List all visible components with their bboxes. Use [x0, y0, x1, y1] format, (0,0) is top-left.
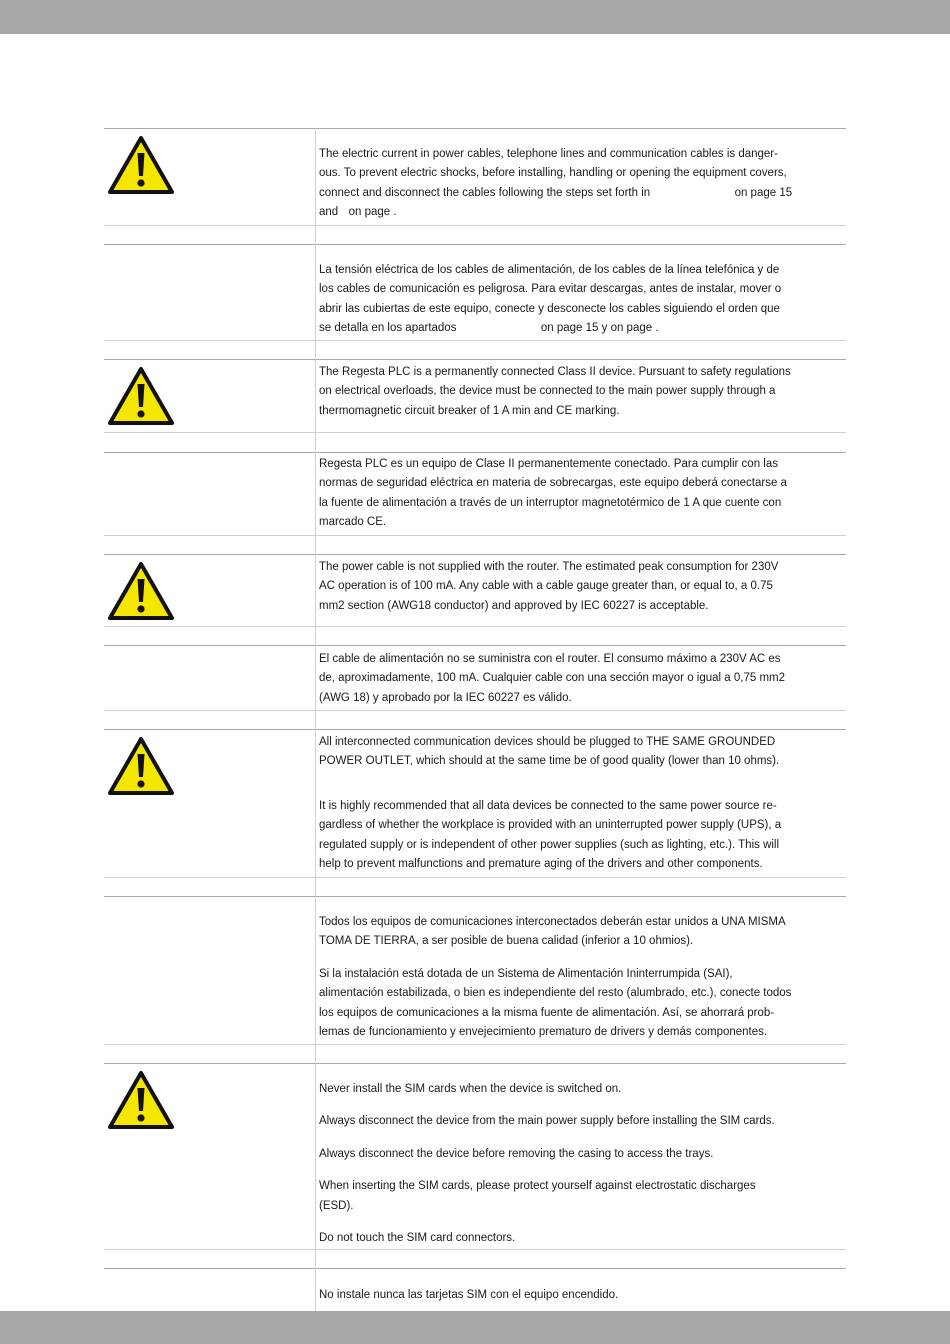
- text-line: (AWG 18) y aprobado por la IEC 60227 es válido.: [319, 691, 572, 704]
- warning-text-power-cable-en: [319, 558, 845, 616]
- table-rule: [104, 896, 846, 897]
- text-line: The power cable is not supplied with the router. The estimated peak consumption for 230V: [319, 561, 779, 573]
- text-line: thermomagnetic circuit breaker of 1 A min and CE marking.: [319, 404, 620, 417]
- text-line: abrir las cubiertas de este equipo, conecte y desconecte los cables siguiendo el orden que: [319, 302, 780, 315]
- table-rule: [104, 359, 846, 360]
- text-line: No instale nunca las tarjetas SIM con el equipo encendido.: [319, 1289, 619, 1301]
- text-line: [319, 319, 845, 338]
- text-line: Regesta PLC es un equipo de Clase II permanentemente conectado. Para cumplir con las: [319, 458, 778, 470]
- text-line: [319, 184, 845, 203]
- warning-text-grounding-en: [319, 733, 845, 874]
- warning-triangle-icon: [107, 1070, 175, 1130]
- warning-text-grounding-es: [319, 913, 845, 1042]
- warning-triangle-icon: [107, 135, 175, 195]
- table-rule: [104, 1044, 846, 1045]
- table-rule: [104, 244, 846, 245]
- text-span: .: [393, 206, 397, 219]
- page-footer-bar: [0, 1311, 950, 1344]
- text-span: .: [655, 322, 659, 335]
- text-line: El cable de alimentación no se suministra con el router. El consumo máximo a 230V AC es: [319, 653, 781, 665]
- page-reference: on page 15 y on page: [540, 322, 653, 335]
- text-line: ous. To prevent electric shocks, before installing, handling or opening the equipment covers,: [319, 167, 787, 180]
- text-line: marcado CE.: [319, 516, 387, 529]
- text-line: on electrical overloads, the device must be connected to the main power supply through a: [319, 385, 776, 398]
- table-rule: [104, 225, 846, 226]
- warning-text-sim-cards-en: [319, 1080, 845, 1248]
- text-line: Si la instalación está dotada de un Sistema de Alimentación Ininterrumpida (SAI),: [319, 967, 733, 980]
- table-rule: [104, 432, 846, 433]
- table-rule: [104, 535, 846, 536]
- text-span: connect and disconnect the cables following the steps set forth in: [319, 186, 651, 199]
- text-line: los equipos de comunicaciones a la misma fuente de alimentación. Así, se ahorrará prob-: [319, 1006, 775, 1019]
- table-rule: [104, 1249, 846, 1250]
- text-line: Never install the SIM cards when the device is switched on.: [319, 1083, 622, 1095]
- text-line: The Regesta PLC is a permanently connected Class II device. Pursuant to safety regulations: [319, 366, 791, 378]
- table-rule: [104, 554, 846, 555]
- table-rule: [104, 1063, 846, 1064]
- text-span: and: [319, 206, 339, 219]
- text-line: regulated supply or is independent of other power supplies (such as lighting, etc.). This will: [319, 838, 780, 851]
- text-line: lemas de funcionamiento y envejecimiento prematuro de drivers y demás componentes.: [319, 1026, 768, 1039]
- warning-text-electric-current-en: [319, 145, 845, 223]
- table-rule: [104, 340, 846, 341]
- text-line: [319, 203, 845, 222]
- page-reference: on page 15: [734, 186, 793, 199]
- text-line: All interconnected communication devices should be plugged to THE SAME GROUNDED: [319, 736, 776, 748]
- text-line: help to prevent malfunctions and premature aging of the drivers and other components.: [319, 858, 763, 871]
- text-line: mm2 section (AWG18 conductor) and approved by IEC 60227 is acceptable.: [319, 599, 709, 612]
- text-line: La tensión eléctrica de los cables de alimentación, de los cables de la línea telefónica y de: [319, 264, 780, 276]
- table-rule: [104, 452, 846, 453]
- warning-text-class-ii-es: [319, 455, 845, 533]
- text-line: normas de seguridad eléctrica en materia de sobrecargas, este equipo deberá conectarse a: [319, 477, 787, 490]
- text-line: Todos los equipos de comunicaciones interconectados deberán estar unidos a UNA MISMA: [319, 916, 786, 928]
- warning-text-sim-cards-es: [319, 1286, 845, 1305]
- warning-text-electric-current-es: [319, 261, 845, 339]
- warning-triangle-icon: [107, 561, 175, 621]
- table-rule: [104, 877, 846, 878]
- text-line: gardless of whether the workplace is provided with an uninterrupted power supply (UPS), a: [319, 819, 782, 832]
- table-rule: [104, 626, 846, 627]
- table-rule: [104, 128, 846, 129]
- table-rule: [104, 1268, 846, 1269]
- text-line: Do not touch the SIM card connectors.: [319, 1232, 516, 1245]
- text-line: POWER OUTLET, which should at the same time be of good quality (lower than 10 ohms).: [319, 755, 780, 768]
- column-divider: [315, 128, 316, 1311]
- text-line: alimentación estabilizada, o bien es independiente del resto (alumbrado, etc.), conecte todos: [319, 987, 792, 1000]
- warning-triangle-icon: [107, 736, 175, 796]
- text-line: It is highly recommended that all data devices be connected to the same power source re-: [319, 799, 777, 812]
- text-line: los cables de comunicación es peligrosa. Para evitar descargas, antes de instalar, mover o: [319, 283, 782, 296]
- page-reference: on page: [348, 206, 391, 219]
- text-line: AC operation is of 100 mA. Any cable with a cable gauge greater than, or equal to, a 0.75: [319, 580, 773, 593]
- warning-triangle-icon: [107, 366, 175, 426]
- page-header-bar: [0, 0, 950, 34]
- text-span: se detalla en los apartados: [319, 322, 457, 335]
- text-line: When inserting the SIM cards, please protect yourself against electrostatic discharges: [319, 1180, 756, 1193]
- text-line: Always disconnect the device before removing the casing to access the trays.: [319, 1147, 714, 1160]
- warning-text-class-ii-en: [319, 363, 845, 421]
- table-rule: [104, 645, 846, 646]
- table-rule: [104, 710, 846, 711]
- warning-text-power-cable-es: [319, 650, 845, 708]
- text-line: la fuente de alimentación a través de un interruptor magnetotérmico de 1 A que cuente con: [319, 496, 782, 509]
- text-line: (ESD).: [319, 1199, 354, 1212]
- text-line: The electric current in power cables, telephone lines and communication cables is danger-: [319, 148, 778, 160]
- text-line: de, aproximadamente, 100 mA. Cualquier cable con una sección mayor o igual a 0,75 mm2: [319, 672, 786, 685]
- text-line: TOMA DE TIERRA, a ser posible de buena calidad (inferior a 10 ohmios).: [319, 935, 694, 948]
- text-line: Always disconnect the device from the main power supply before installing the SIM cards.: [319, 1115, 775, 1128]
- table-rule: [104, 729, 846, 730]
